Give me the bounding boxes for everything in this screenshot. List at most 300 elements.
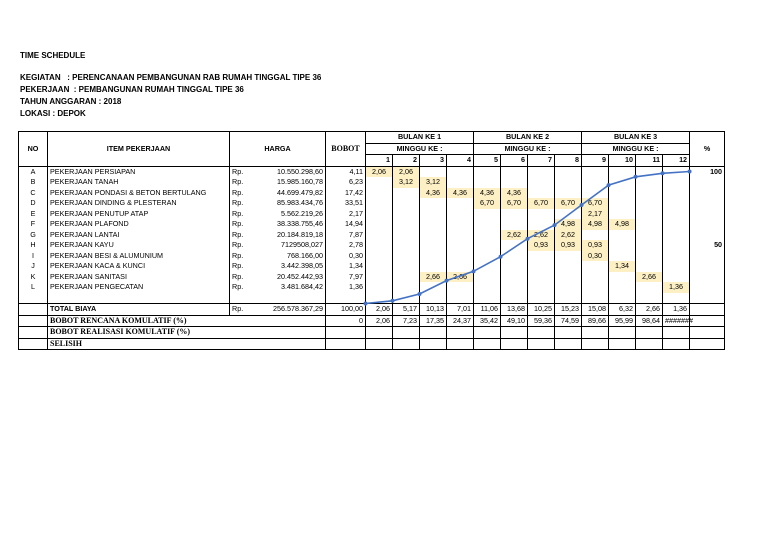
cumulative-value: 89,66 xyxy=(582,315,609,327)
empty-cell xyxy=(393,338,420,350)
week-cell xyxy=(528,282,555,293)
week-cell xyxy=(609,177,636,188)
row-harga: 10.550.298,60 xyxy=(250,166,326,177)
row-no: L xyxy=(19,282,48,293)
week-cell xyxy=(636,166,663,177)
week-cell: 4,36 xyxy=(420,188,447,199)
header-month-3: BULAN KE 3 xyxy=(582,132,690,144)
week-cell xyxy=(663,219,690,230)
week-cell: 0,93 xyxy=(555,240,582,251)
week-cell xyxy=(501,251,528,262)
row-harga: 38.338.755,46 xyxy=(250,219,326,230)
week-cell: 6,70 xyxy=(555,198,582,209)
row-no: I xyxy=(19,251,48,262)
table-row xyxy=(19,166,725,177)
row-item: PEKERJAAN DINDING & PLESTERAN xyxy=(48,198,230,209)
empty-cell xyxy=(636,293,663,304)
scale-label xyxy=(690,188,725,199)
week-cell xyxy=(636,240,663,251)
week-cell xyxy=(663,166,690,177)
row-no: A xyxy=(19,166,48,177)
week-cell xyxy=(366,251,393,262)
cumulative-value: 95,99 xyxy=(609,315,636,327)
week-cell xyxy=(528,188,555,199)
row-currency: Rp. xyxy=(230,166,250,177)
table-row xyxy=(19,188,725,199)
table-row xyxy=(19,219,725,230)
row-no: H xyxy=(19,240,48,251)
empty-cell xyxy=(326,327,366,339)
week-cell xyxy=(582,261,609,272)
weekly-total: 11,06 xyxy=(474,304,501,316)
empty-cell xyxy=(230,293,250,304)
empty-cell xyxy=(19,315,48,327)
empty-cell xyxy=(474,327,501,339)
info-lokasi: LOKASI : DEPOK xyxy=(20,109,86,118)
empty-cell xyxy=(555,327,582,339)
empty-cell xyxy=(366,338,393,350)
week-cell: 3,12 xyxy=(420,177,447,188)
week-cell xyxy=(663,272,690,283)
week-cell xyxy=(393,219,420,230)
scale-label xyxy=(690,272,725,283)
empty-cell xyxy=(582,293,609,304)
row-no: B xyxy=(19,177,48,188)
row-bobot: 6,23 xyxy=(326,177,366,188)
row-item: PEKERJAAN SANITASI xyxy=(48,272,230,283)
week-cell xyxy=(501,240,528,251)
week-cell xyxy=(420,261,447,272)
week-cell xyxy=(582,166,609,177)
cumulative-value: 98,64 xyxy=(636,315,663,327)
week-cell xyxy=(582,230,609,241)
header-minggu-2: MINGGU KE : xyxy=(474,143,582,155)
week-cell xyxy=(420,240,447,251)
week-cell xyxy=(609,166,636,177)
empty-cell xyxy=(636,338,663,350)
empty-cell xyxy=(19,304,48,316)
row-harga: 768.166,00 xyxy=(250,251,326,262)
empty-cell xyxy=(366,327,393,339)
week-cell xyxy=(528,261,555,272)
week-cell xyxy=(447,166,474,177)
empty-cell xyxy=(528,327,555,339)
rencana-row xyxy=(19,315,725,327)
week-cell xyxy=(501,177,528,188)
row-currency: Rp. xyxy=(230,240,250,251)
empty-cell xyxy=(326,293,366,304)
row-harga: 85.983.434,76 xyxy=(250,198,326,209)
week-cell xyxy=(447,240,474,251)
row-bobot: 0,30 xyxy=(326,251,366,262)
empty-cell xyxy=(393,293,420,304)
week-cell xyxy=(528,251,555,262)
week-cell xyxy=(582,188,609,199)
row-currency: Rp. xyxy=(230,219,250,230)
scale-label xyxy=(690,219,725,230)
week-header-10: 10 xyxy=(609,155,636,167)
week-cell xyxy=(474,261,501,272)
empty-cell xyxy=(663,327,690,339)
week-cell xyxy=(366,177,393,188)
empty-cell xyxy=(663,338,690,350)
week-cell: 6,70 xyxy=(474,198,501,209)
row-harga: 15.985.160,78 xyxy=(250,177,326,188)
week-cell xyxy=(663,240,690,251)
week-header-6: 6 xyxy=(501,155,528,167)
row-currency: Rp. xyxy=(230,230,250,241)
weekly-total: 2,66 xyxy=(636,304,663,316)
week-header-4: 4 xyxy=(447,155,474,167)
week-cell xyxy=(663,251,690,262)
week-cell xyxy=(555,177,582,188)
weekly-total: 10,13 xyxy=(420,304,447,316)
row-bobot: 14,94 xyxy=(326,219,366,230)
week-cell xyxy=(609,272,636,283)
scale-label xyxy=(690,251,725,262)
week-cell xyxy=(663,261,690,272)
week-cell: 2,66 xyxy=(447,272,474,283)
row-no: C xyxy=(19,188,48,199)
week-cell xyxy=(636,230,663,241)
empty-cell xyxy=(555,293,582,304)
row-bobot: 1,36 xyxy=(326,282,366,293)
row-item: PEKERJAAN PONDASI & BETON BERTULANG xyxy=(48,188,230,199)
week-header-8: 8 xyxy=(555,155,582,167)
week-cell xyxy=(366,219,393,230)
week-cell xyxy=(474,230,501,241)
week-cell xyxy=(366,188,393,199)
row-bobot: 7,97 xyxy=(326,272,366,283)
week-cell xyxy=(474,240,501,251)
weekly-total: 1,36 xyxy=(663,304,690,316)
week-cell xyxy=(501,219,528,230)
week-cell xyxy=(447,219,474,230)
week-cell xyxy=(420,198,447,209)
week-cell: 4,98 xyxy=(582,219,609,230)
empty-cell xyxy=(447,293,474,304)
week-cell: 4,36 xyxy=(501,188,528,199)
week-cell xyxy=(663,209,690,220)
week-cell xyxy=(609,251,636,262)
week-cell xyxy=(636,198,663,209)
empty-cell xyxy=(555,338,582,350)
week-cell: 0,30 xyxy=(582,251,609,262)
empty-cell xyxy=(447,338,474,350)
header-minggu-3: MINGGU KE : xyxy=(582,143,690,155)
empty-cell xyxy=(636,327,663,339)
cumulative-value: 17,35 xyxy=(420,315,447,327)
row-currency: Rp. xyxy=(230,272,250,283)
row-item: PEKERJAAN PLAFOND xyxy=(48,219,230,230)
rencana-start: 0 xyxy=(326,315,366,327)
week-cell: 2,62 xyxy=(528,230,555,241)
week-cell xyxy=(528,177,555,188)
week-cell xyxy=(366,209,393,220)
row-currency: Rp. xyxy=(230,198,250,209)
weekly-total: 5,17 xyxy=(393,304,420,316)
week-cell xyxy=(474,219,501,230)
total-row xyxy=(19,304,725,316)
week-cell xyxy=(393,272,420,283)
empty-cell xyxy=(501,293,528,304)
week-cell xyxy=(609,282,636,293)
week-cell xyxy=(636,251,663,262)
scale-label xyxy=(690,177,725,188)
table-row xyxy=(19,209,725,220)
week-cell xyxy=(501,272,528,283)
week-cell: 2,66 xyxy=(420,272,447,283)
week-cell: 6,70 xyxy=(528,198,555,209)
header-harga: HARGA xyxy=(230,132,326,167)
week-cell xyxy=(636,219,663,230)
weekly-total: 7,01 xyxy=(447,304,474,316)
week-cell xyxy=(447,177,474,188)
empty-cell xyxy=(366,293,393,304)
week-cell xyxy=(636,188,663,199)
scale-label xyxy=(690,230,725,241)
empty-cell xyxy=(609,338,636,350)
week-cell xyxy=(663,188,690,199)
week-cell: 4,98 xyxy=(609,219,636,230)
row-no: D xyxy=(19,198,48,209)
row-item: PEKERJAAN BESI & ALUMUNIUM xyxy=(48,251,230,262)
header-no: NO xyxy=(19,132,48,167)
week-cell xyxy=(393,251,420,262)
empty-cell xyxy=(528,338,555,350)
row-bobot: 4,11 xyxy=(326,166,366,177)
empty-cell xyxy=(420,293,447,304)
week-cell xyxy=(474,251,501,262)
weekly-total: 10,25 xyxy=(528,304,555,316)
week-cell xyxy=(474,272,501,283)
week-cell xyxy=(420,282,447,293)
week-cell xyxy=(501,261,528,272)
week-cell xyxy=(474,177,501,188)
table-row xyxy=(19,230,725,241)
week-cell: 3,12 xyxy=(393,177,420,188)
week-cell xyxy=(393,188,420,199)
row-bobot: 2,17 xyxy=(326,209,366,220)
row-bobot: 7,87 xyxy=(326,230,366,241)
week-cell xyxy=(420,251,447,262)
selisih-label: SELISIH xyxy=(48,338,326,350)
cumulative-value: 74,59 xyxy=(555,315,582,327)
week-cell xyxy=(393,261,420,272)
empty-cell xyxy=(19,327,48,339)
week-cell xyxy=(528,209,555,220)
week-cell xyxy=(528,219,555,230)
week-header-2: 2 xyxy=(393,155,420,167)
table-row xyxy=(19,198,725,209)
row-item: PEKERJAAN KACA & KUNCI xyxy=(48,261,230,272)
realisasi-row xyxy=(19,327,725,339)
empty-cell xyxy=(663,293,690,304)
week-cell xyxy=(447,282,474,293)
week-cell xyxy=(393,240,420,251)
empty-cell xyxy=(326,338,366,350)
empty-cell xyxy=(690,338,725,350)
week-cell: 2,66 xyxy=(636,272,663,283)
week-cell: 2,06 xyxy=(366,166,393,177)
row-currency: Rp. xyxy=(230,282,250,293)
header-month-2: BULAN KE 2 xyxy=(474,132,582,144)
row-harga: 7129508,027 xyxy=(250,240,326,251)
row-currency: Rp. xyxy=(230,209,250,220)
week-cell xyxy=(474,166,501,177)
info-pekerjaan: PEKERJAAN : PEMBANGUNAN RUMAH TINGGAL TIPE 36 xyxy=(20,85,244,94)
week-cell xyxy=(366,230,393,241)
week-cell xyxy=(663,198,690,209)
weekly-total: 2,06 xyxy=(366,304,393,316)
week-cell xyxy=(420,209,447,220)
empty-cell xyxy=(609,293,636,304)
week-cell xyxy=(447,230,474,241)
week-cell xyxy=(474,282,501,293)
row-item: PEKERJAAN PENUTUP ATAP xyxy=(48,209,230,220)
week-cell xyxy=(420,166,447,177)
empty-cell xyxy=(420,327,447,339)
scale-label: 100 xyxy=(690,166,725,177)
selisih-row xyxy=(19,338,725,350)
empty-cell xyxy=(19,338,48,350)
week-header-5: 5 xyxy=(474,155,501,167)
week-cell: 2,62 xyxy=(555,230,582,241)
weekly-total: 15,08 xyxy=(582,304,609,316)
week-cell xyxy=(366,282,393,293)
scale-label xyxy=(690,261,725,272)
week-cell xyxy=(447,209,474,220)
scale-label: 50 xyxy=(690,240,725,251)
spacer-row xyxy=(19,293,725,304)
week-cell xyxy=(447,261,474,272)
week-cell xyxy=(609,209,636,220)
week-cell: 4,36 xyxy=(447,188,474,199)
empty-cell xyxy=(582,327,609,339)
header-bobot: BOBOT xyxy=(326,132,366,167)
schedule-table xyxy=(18,131,725,350)
info-kegiatan: KEGIATAN : PERENCANAAN PEMBANGUNAN RAB RUMAH TINGGAL TIPE 36 xyxy=(20,73,322,82)
week-cell xyxy=(393,282,420,293)
row-bobot: 17,42 xyxy=(326,188,366,199)
week-cell xyxy=(555,261,582,272)
empty-cell xyxy=(690,293,725,304)
week-cell xyxy=(501,166,528,177)
week-cell: 1,36 xyxy=(663,282,690,293)
week-cell xyxy=(636,261,663,272)
week-cell xyxy=(528,272,555,283)
week-header-11: 11 xyxy=(636,155,663,167)
row-no: G xyxy=(19,230,48,241)
project-info xyxy=(20,72,321,120)
row-item: PEKERJAAN PENGECATAN xyxy=(48,282,230,293)
table-row xyxy=(19,177,725,188)
cumulative-value: ####### xyxy=(663,315,690,327)
row-harga: 20.184.819,18 xyxy=(250,230,326,241)
week-cell xyxy=(609,198,636,209)
week-cell xyxy=(366,240,393,251)
week-cell xyxy=(555,188,582,199)
week-cell xyxy=(582,272,609,283)
week-cell xyxy=(528,166,555,177)
total-label: TOTAL BIAYA xyxy=(48,304,230,316)
week-cell xyxy=(447,251,474,262)
week-cell: 6,70 xyxy=(501,198,528,209)
scale-label xyxy=(690,198,725,209)
week-cell: 2,62 xyxy=(501,230,528,241)
empty-cell xyxy=(48,293,230,304)
table-row xyxy=(19,261,725,272)
row-no: K xyxy=(19,272,48,283)
empty-cell xyxy=(420,338,447,350)
cumulative-value: 49,10 xyxy=(501,315,528,327)
empty-cell xyxy=(447,327,474,339)
cumulative-value: 59,36 xyxy=(528,315,555,327)
row-harga: 3.481.684,42 xyxy=(250,282,326,293)
row-item: PEKERJAAN KAYU xyxy=(48,240,230,251)
row-no: E xyxy=(19,209,48,220)
row-harga: 44.699.479,82 xyxy=(250,188,326,199)
empty-cell xyxy=(474,338,501,350)
week-cell xyxy=(636,209,663,220)
week-cell xyxy=(420,230,447,241)
realisasi-label: BOBOT REALISASI KOMULATIF (%) xyxy=(48,327,326,339)
empty-cell xyxy=(582,338,609,350)
empty-cell xyxy=(690,304,725,316)
empty-cell xyxy=(690,327,725,339)
empty-cell xyxy=(19,293,48,304)
week-header-3: 3 xyxy=(420,155,447,167)
row-no: J xyxy=(19,261,48,272)
total-bobot: 100,00 xyxy=(326,304,366,316)
row-bobot: 1,34 xyxy=(326,261,366,272)
week-cell xyxy=(555,209,582,220)
week-cell xyxy=(501,282,528,293)
row-item: PEKERJAAN TANAH xyxy=(48,177,230,188)
week-cell: 1,34 xyxy=(609,261,636,272)
empty-cell xyxy=(393,327,420,339)
row-item: PEKERJAAN PERSIAPAN xyxy=(48,166,230,177)
week-cell: 4,98 xyxy=(555,219,582,230)
row-harga: 3.442.398,05 xyxy=(250,261,326,272)
row-no: F xyxy=(19,219,48,230)
weekly-total: 6,32 xyxy=(609,304,636,316)
week-cell xyxy=(555,272,582,283)
empty-cell xyxy=(690,315,725,327)
week-header-7: 7 xyxy=(528,155,555,167)
empty-cell xyxy=(501,327,528,339)
row-harga: 5.562.219,26 xyxy=(250,209,326,220)
week-header-9: 9 xyxy=(582,155,609,167)
week-cell xyxy=(474,209,501,220)
table-row xyxy=(19,272,725,283)
week-cell: 0,93 xyxy=(528,240,555,251)
week-cell: 2,06 xyxy=(393,166,420,177)
week-cell xyxy=(609,230,636,241)
week-cell xyxy=(366,261,393,272)
week-cell xyxy=(447,198,474,209)
week-cell xyxy=(609,240,636,251)
weekly-total: 15,23 xyxy=(555,304,582,316)
scale-label xyxy=(690,209,725,220)
week-cell xyxy=(393,198,420,209)
week-cell: 4,36 xyxy=(474,188,501,199)
rencana-label: BOBOT RENCANA KOMULATIF (%) xyxy=(48,315,326,327)
week-cell xyxy=(582,282,609,293)
page-title: TIME SCHEDULE xyxy=(20,51,86,60)
week-header-1: 1 xyxy=(366,155,393,167)
week-cell xyxy=(366,272,393,283)
